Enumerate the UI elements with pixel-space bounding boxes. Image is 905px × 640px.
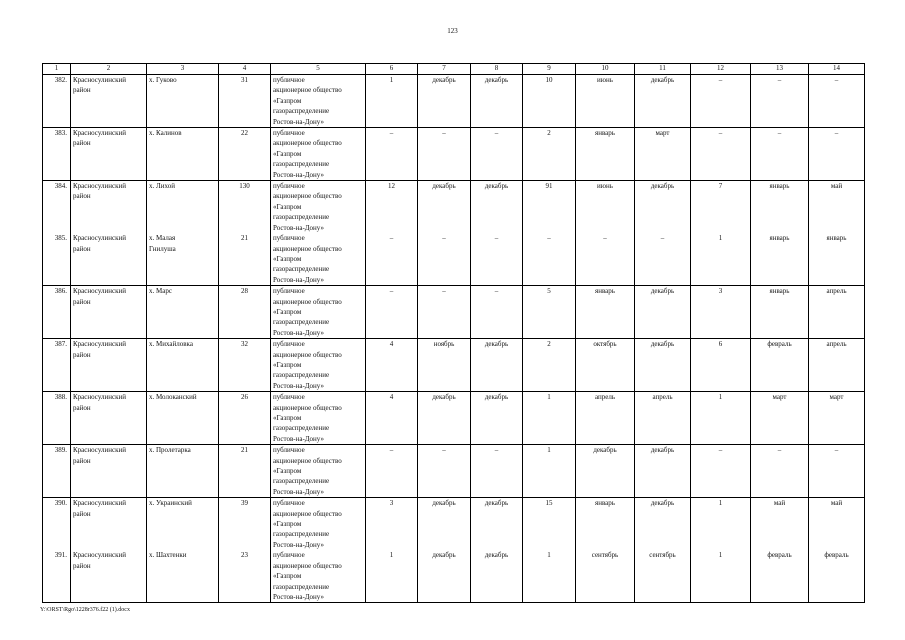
- table-cell-col-11: декабрь: [635, 286, 691, 339]
- table-row: [43, 445, 865, 498]
- table-cell-col-10: январь: [576, 286, 635, 339]
- table-cell-col-3: х. Михайловка: [147, 339, 219, 392]
- table-cell-col-2: Красносулинский район: [71, 181, 147, 234]
- table-cell-col-10: –: [576, 233, 635, 286]
- table-cell-col-6: 12: [366, 181, 418, 234]
- table-cell-col-13: январь: [751, 233, 809, 286]
- column-header-14: 14: [809, 64, 865, 75]
- table-cell-col-14: май: [809, 181, 865, 234]
- table-cell-col-5: публичное акционерное общество «Газпром газораспределение Ростов-на-Дону»: [271, 445, 366, 498]
- table-cell-col-2: Красносулинский район: [71, 286, 147, 339]
- table-cell-col-7: декабрь: [418, 181, 471, 234]
- table-cell-col-6: 3: [366, 498, 418, 551]
- table-cell-col-11: декабрь: [635, 181, 691, 234]
- file-path-footer: Y:\ORST\Rgo\1228r376.f22 (1).docx: [40, 607, 130, 613]
- table-cell-col-9: 1: [523, 550, 576, 603]
- table-cell-col-3: х. Калинов: [147, 128, 219, 181]
- table-cell-col-5: публичное акционерное общество «Газпром газораспределение Ростов-на-Дону»: [271, 550, 366, 603]
- table-cell-col-11: апрель: [635, 392, 691, 445]
- table-cell-col-5: публичное акционерное общество «Газпром газораспределение Ростов-на-Дону»: [271, 339, 366, 392]
- column-header-2: 2: [71, 64, 147, 75]
- table-cell-col-11: сентябрь: [635, 550, 691, 603]
- table-cell-col-10: январь: [576, 498, 635, 551]
- table-row: [43, 286, 865, 339]
- table-cell-col-7: декабрь: [418, 550, 471, 603]
- table-row: [43, 339, 865, 392]
- page-number: 123: [447, 27, 458, 35]
- table-cell-col-13: май: [751, 498, 809, 551]
- column-header-3: 3: [147, 64, 219, 75]
- column-header-12: 12: [691, 64, 751, 75]
- column-header-7: 7: [418, 64, 471, 75]
- table-cell-col-14: –: [809, 128, 865, 181]
- table-cell-col-4: 39: [219, 498, 271, 551]
- table-cell-col-3: х. Малая Гнилуша: [147, 233, 219, 286]
- table-cell-col-2: Красносулинский район: [71, 75, 147, 128]
- table-cell-col-6: –: [366, 233, 418, 286]
- table-cell-col-5: публичное акционерное общество «Газпром газораспределение Ростов-на-Дону»: [271, 181, 366, 234]
- table-cell-col-7: –: [418, 286, 471, 339]
- table-cell-col-13: –: [751, 445, 809, 498]
- table-cell-col-13: январь: [751, 181, 809, 234]
- table-cell-col-11: декабрь: [635, 498, 691, 551]
- table-cell-col-13: –: [751, 75, 809, 128]
- table-cell-col-2: Красносулинский район: [71, 498, 147, 551]
- table-cell-col-6: 4: [366, 392, 418, 445]
- table-cell-col-13: –: [751, 128, 809, 181]
- column-header-5: 5: [271, 64, 366, 75]
- table-cell-col-3: х. Шахтенки: [147, 550, 219, 603]
- table-cell-col-4: 28: [219, 286, 271, 339]
- table-cell-col-2: Красносулинский район: [71, 392, 147, 445]
- table-cell-col-12: –: [691, 128, 751, 181]
- table-cell-col-7: декабрь: [418, 75, 471, 128]
- column-header-4: 4: [219, 64, 271, 75]
- table-cell-col-14: май: [809, 498, 865, 551]
- column-header-9: 9: [523, 64, 576, 75]
- table-cell-col-12: –: [691, 75, 751, 128]
- table-cell-col-11: декабрь: [635, 75, 691, 128]
- table-cell-col-12: 7: [691, 181, 751, 234]
- table-cell-col-12: 1: [691, 550, 751, 603]
- table-cell-col-4: 31: [219, 75, 271, 128]
- table-cell-col-8: –: [471, 128, 523, 181]
- table-cell-col-5: публичное акционерное общество «Газпром газораспределение Ростов-на-Дону»: [271, 392, 366, 445]
- table-cell-col-8: декабрь: [471, 392, 523, 445]
- table-cell-col-2: Красносулинский район: [71, 128, 147, 181]
- table-cell-col-7: декабрь: [418, 392, 471, 445]
- table-cell-col-9: 1: [523, 392, 576, 445]
- table-cell-col-3: х. Молоканский: [147, 392, 219, 445]
- table-cell-col-4: 23: [219, 550, 271, 603]
- table-row: [43, 128, 865, 181]
- table-cell-col-10: апрель: [576, 392, 635, 445]
- table-cell-col-10: январь: [576, 128, 635, 181]
- table-cell-col-8: –: [471, 445, 523, 498]
- table-cell-col-9: –: [523, 233, 576, 286]
- column-header-1: 1: [43, 64, 71, 75]
- table-cell-col-11: декабрь: [635, 339, 691, 392]
- table-cell-col-12: 1: [691, 392, 751, 445]
- table-cell-col-4: 130: [219, 181, 271, 234]
- table-cell-col-12: 6: [691, 339, 751, 392]
- table-cell-col-12: 1: [691, 233, 751, 286]
- table-cell-col-3: х. Пролетарка: [147, 445, 219, 498]
- table-cell-col-1: 387.: [43, 339, 71, 392]
- table-cell-col-1: 389.: [43, 445, 71, 498]
- table-cell-col-2: Красносулинский район: [71, 445, 147, 498]
- column-header-13: 13: [751, 64, 809, 75]
- table-cell-col-9: 2: [523, 128, 576, 181]
- table-cell-col-5: публичное акционерное общество «Газпром газораспределение Ростов-на-Дону»: [271, 75, 366, 128]
- table-cell-col-1: 382.: [43, 75, 71, 128]
- column-header-6: 6: [366, 64, 418, 75]
- table-cell-col-6: –: [366, 128, 418, 181]
- table-cell-col-2: Красносулинский район: [71, 339, 147, 392]
- table-cell-col-11: март: [635, 128, 691, 181]
- table-cell-col-5: публичное акционерное общество «Газпром газораспределение Ростов-на-Дону»: [271, 286, 366, 339]
- table-cell-col-10: июнь: [576, 75, 635, 128]
- table-cell-col-5: публичное акционерное общество «Газпром газораспределение Ростов-на-Дону»: [271, 128, 366, 181]
- table-cell-col-4: 26: [219, 392, 271, 445]
- table-cell-col-5: публичное акционерное общество «Газпром газораспределение Ростов-на-Дону»: [271, 498, 366, 551]
- table-cell-col-1: 391.: [43, 550, 71, 603]
- table-cell-col-9: 5: [523, 286, 576, 339]
- table-cell-col-7: декабрь: [418, 498, 471, 551]
- table-cell-col-13: февраль: [751, 550, 809, 603]
- table-cell-col-14: –: [809, 445, 865, 498]
- table-row: [43, 392, 865, 445]
- table-cell-col-7: –: [418, 445, 471, 498]
- table-cell-col-10: сентябрь: [576, 550, 635, 603]
- table-cell-col-8: декабрь: [471, 550, 523, 603]
- table-cell-col-1: 384.: [43, 181, 71, 234]
- table-cell-col-1: 388.: [43, 392, 71, 445]
- table-cell-col-13: март: [751, 392, 809, 445]
- table-cell-col-4: 32: [219, 339, 271, 392]
- table-cell-col-11: –: [635, 233, 691, 286]
- table-cell-col-12: –: [691, 445, 751, 498]
- table-cell-col-7: ноябрь: [418, 339, 471, 392]
- table-cell-col-4: 21: [219, 445, 271, 498]
- table-cell-col-8: декабрь: [471, 339, 523, 392]
- column-header-8: 8: [471, 64, 523, 75]
- table-cell-col-6: 1: [366, 550, 418, 603]
- table-cell-col-14: –: [809, 75, 865, 128]
- gasification-schedule-table: [42, 63, 865, 603]
- table-cell-col-13: февраль: [751, 339, 809, 392]
- table-cell-col-3: х. Украинский: [147, 498, 219, 551]
- table-cell-col-2: Красносулинский район: [71, 550, 147, 603]
- table-cell-col-9: 15: [523, 498, 576, 551]
- table-cell-col-13: январь: [751, 286, 809, 339]
- table-cell-col-1: 383.: [43, 128, 71, 181]
- table-cell-col-4: 21: [219, 233, 271, 286]
- table-cell-col-12: 3: [691, 286, 751, 339]
- table-cell-col-9: 1: [523, 445, 576, 498]
- table-cell-col-5: публичное акционерное общество «Газпром газораспределение Ростов-на-Дону»: [271, 233, 366, 286]
- table-cell-col-9: 10: [523, 75, 576, 128]
- table-cell-col-8: декабрь: [471, 75, 523, 128]
- table-cell-col-12: 1: [691, 498, 751, 551]
- table-cell-col-3: х. Марс: [147, 286, 219, 339]
- table-cell-col-3: х. Гуково: [147, 75, 219, 128]
- table-cell-col-7: –: [418, 128, 471, 181]
- table-cell-col-1: 390.: [43, 498, 71, 551]
- table-cell-col-1: 386.: [43, 286, 71, 339]
- table-cell-col-3: х. Лихой: [147, 181, 219, 234]
- table-cell-col-8: декабрь: [471, 498, 523, 551]
- table-cell-col-8: –: [471, 286, 523, 339]
- table-cell-col-14: январь: [809, 233, 865, 286]
- table-cell-col-6: –: [366, 286, 418, 339]
- table-cell-col-1: 385.: [43, 233, 71, 286]
- table-cell-col-10: декабрь: [576, 445, 635, 498]
- column-number-row: [43, 64, 865, 75]
- table-cell-col-14: апрель: [809, 286, 865, 339]
- table-row: [43, 550, 865, 603]
- table-cell-col-14: февраль: [809, 550, 865, 603]
- column-header-11: 11: [635, 64, 691, 75]
- table-row: [43, 181, 865, 234]
- table-row: [43, 233, 865, 286]
- column-header-10: 10: [576, 64, 635, 75]
- table-cell-col-9: 91: [523, 181, 576, 234]
- table-cell-col-11: декабрь: [635, 445, 691, 498]
- table-row: [43, 498, 865, 551]
- table-cell-col-8: –: [471, 233, 523, 286]
- table-cell-col-6: 4: [366, 339, 418, 392]
- table-row: [43, 75, 865, 128]
- table-cell-col-4: 22: [219, 128, 271, 181]
- table-cell-col-10: октябрь: [576, 339, 635, 392]
- table-cell-col-6: –: [366, 445, 418, 498]
- table-cell-col-6: 1: [366, 75, 418, 128]
- table-cell-col-10: июнь: [576, 181, 635, 234]
- table-cell-col-2: Красносулинский район: [71, 233, 147, 286]
- table-cell-col-14: март: [809, 392, 865, 445]
- table-cell-col-7: –: [418, 233, 471, 286]
- table-cell-col-9: 2: [523, 339, 576, 392]
- table-cell-col-8: декабрь: [471, 181, 523, 234]
- table-cell-col-14: апрель: [809, 339, 865, 392]
